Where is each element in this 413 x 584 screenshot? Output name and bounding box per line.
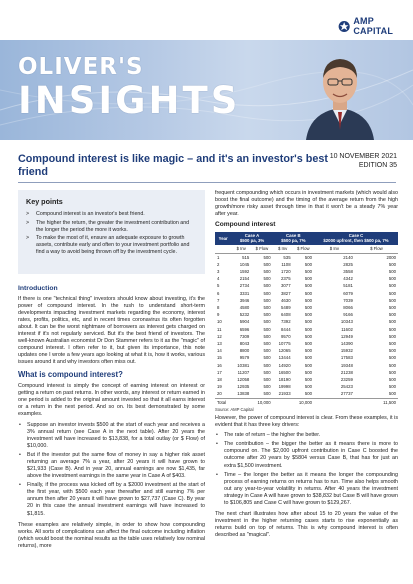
table-cell: 5904 bbox=[231, 318, 251, 325]
table-cell: 500 bbox=[293, 268, 314, 275]
table-subheader-row bbox=[215, 245, 398, 253]
table-cell: 500 bbox=[293, 340, 314, 347]
left-column bbox=[18, 282, 205, 554]
table-cell: 12065 bbox=[273, 347, 293, 354]
insights-banner bbox=[0, 40, 413, 140]
table-subheader-cell: $ Flow bbox=[355, 245, 398, 253]
table-cell: 500 bbox=[251, 268, 272, 275]
table-cell: 500 bbox=[355, 290, 398, 297]
table-cell: 8 bbox=[215, 304, 231, 311]
drivers-intro-paragraph: However, the power of compound interest is clear. From these examples, it is evident that it has three key drivers: bbox=[215, 415, 398, 429]
table-cell: 500 bbox=[293, 318, 314, 325]
table-cell: 6408 bbox=[273, 311, 293, 318]
table-cell: 500 bbox=[355, 333, 398, 340]
compound-interest-table bbox=[215, 232, 398, 406]
table-cell: 500 bbox=[355, 297, 398, 304]
table-cell: 500 bbox=[355, 318, 398, 325]
banner-title-line1: OLIVER'S bbox=[18, 54, 144, 80]
table-cell: 500 bbox=[251, 376, 272, 383]
table-cell: 20 bbox=[215, 390, 231, 398]
table-cell: 500 bbox=[355, 275, 398, 282]
table-cell: 500 bbox=[293, 261, 314, 268]
table-cell: 8444 bbox=[273, 326, 293, 333]
table-cell: 500 bbox=[293, 369, 314, 376]
table-header-cell: Case B $500 pa, 7% bbox=[273, 232, 314, 245]
list-item: • The contribution – the bigger the better as it means there is more to compound on. The $2,000 upfront contribution in Case C boosted the outcome after 20 years by $5804 versus Case B, that has for just an extra $1,500 investment. bbox=[215, 441, 398, 469]
table-cell: 5181 bbox=[314, 282, 355, 289]
table-cell: 18190 bbox=[273, 376, 293, 383]
table-cell: 515 bbox=[231, 253, 251, 261]
table-cell: 500 bbox=[293, 376, 314, 383]
table-cell: 500 bbox=[293, 354, 314, 361]
key-point-item bbox=[26, 220, 197, 234]
chevron-right-icon: > bbox=[26, 211, 30, 217]
table-cell: 15932 bbox=[314, 347, 355, 354]
table-cell: Total bbox=[215, 398, 231, 406]
table-cell bbox=[231, 398, 251, 406]
table-cell: 500 bbox=[293, 297, 314, 304]
table-cell: 8043 bbox=[231, 340, 251, 347]
chevron-right-icon: > bbox=[26, 235, 30, 242]
table-cell: 500 bbox=[251, 340, 272, 347]
table-cell: 12935 bbox=[231, 383, 251, 390]
table-cell: 4342 bbox=[314, 275, 355, 282]
table-cell: 500 bbox=[251, 253, 272, 261]
table-cell: 12 bbox=[215, 333, 231, 340]
table-cell: 500 bbox=[251, 261, 272, 268]
table-cell: 500 bbox=[251, 282, 272, 289]
table-cell: 500 bbox=[251, 369, 272, 376]
table-cell: 18 bbox=[215, 376, 231, 383]
list-item: • Suppose an investor invests $500 at the start of each year and receives a 3% annual return (see Case A in the next table). After 20 years the investment will have increased to $13,838, for a total outlay (or $ Flow) of $10,000. bbox=[18, 422, 205, 450]
table-cell: 500 bbox=[355, 369, 398, 376]
table-cell: 2734 bbox=[231, 282, 251, 289]
table-cell: 535 bbox=[273, 253, 293, 261]
table-row bbox=[215, 253, 398, 261]
banner-title bbox=[18, 54, 241, 122]
table-cell: 500 bbox=[293, 362, 314, 369]
table-cell: 4 bbox=[215, 275, 231, 282]
table-cell bbox=[314, 398, 355, 406]
key-point-text: To make the most of it, ensure an adequate exposure to growth assets, contribute early and often to your investment portfolio and find a way to avoid being thrown off by the investment cycle. bbox=[36, 235, 190, 255]
table-cell: 1592 bbox=[231, 268, 251, 275]
chart-intro-paragraph: The next chart illustrates how after about 15 to 20 years the value of the investment in the higher returning cases starts to rise exponentially as returns build on top of returns. This is why compound interest is often described as "magical". bbox=[215, 510, 398, 538]
table-cell: 500 bbox=[355, 304, 398, 311]
table-cell: 13 bbox=[215, 340, 231, 347]
table-cell: 15 bbox=[215, 354, 231, 361]
table-cell: 8066 bbox=[314, 304, 355, 311]
table-cell: 9579 bbox=[231, 354, 251, 361]
table-cell: 500 bbox=[355, 390, 398, 398]
table-cell: 11,500 bbox=[355, 398, 398, 406]
table-cell: 4580 bbox=[231, 304, 251, 311]
table-cell: 500 bbox=[355, 354, 398, 361]
table-row bbox=[215, 383, 398, 390]
table-subheader-cell: $ Flow bbox=[251, 245, 272, 253]
table-cell: 500 bbox=[251, 390, 272, 398]
table-cell: 12949 bbox=[314, 333, 355, 340]
table-cell: 500 bbox=[251, 333, 272, 340]
table-cell: 21238 bbox=[314, 369, 355, 376]
table-cell: 500 bbox=[251, 318, 272, 325]
table-cell: 500 bbox=[293, 275, 314, 282]
table-cell: 1108 bbox=[273, 261, 293, 268]
table-cell: 5 bbox=[215, 282, 231, 289]
table-cell: 500 bbox=[251, 275, 272, 282]
table-row bbox=[215, 340, 398, 347]
table-cell: 7309 bbox=[231, 333, 251, 340]
key-point-text: Compound interest is an investor's best friend. bbox=[36, 211, 145, 217]
table-subheader-cell: $ Inv bbox=[231, 245, 251, 253]
table-cell: 3331 bbox=[231, 290, 251, 297]
table-cell: 10775 bbox=[273, 340, 293, 347]
table-cell: 500 bbox=[293, 390, 314, 398]
table-cell: 27737 bbox=[314, 390, 355, 398]
amp-logo-icon bbox=[338, 20, 350, 33]
article-title: Compound interest is like magic – and it's an investor's best friend bbox=[18, 153, 328, 179]
table-subheader-cell: $ Inv bbox=[314, 245, 355, 253]
table-cell: 23259 bbox=[314, 376, 355, 383]
key-points-heading: Key points bbox=[26, 197, 63, 206]
table-row bbox=[215, 362, 398, 369]
table-cell: 21933 bbox=[273, 390, 293, 398]
table-cell: 500 bbox=[355, 311, 398, 318]
table-cell: 500 bbox=[355, 383, 398, 390]
table-header-cell: Case C $2000 upfront, then $500 pa, 7% bbox=[314, 232, 398, 245]
list-item: • Finally, if the process was kicked off by a $2000 investment at the start of the first year, with $500 each year thereafter and still earning 7% per annum then after 20 years it will have grown to $27,737 (Case C). By year 20 in this case the annual investment earnings will have increased to $1,815. bbox=[18, 482, 205, 517]
table-cell: 17583 bbox=[314, 354, 355, 361]
table-total-row bbox=[215, 398, 398, 406]
table-cell: 25423 bbox=[314, 383, 355, 390]
table-cell: 2000 bbox=[355, 253, 398, 261]
table-cell: 500 bbox=[355, 347, 398, 354]
table-cell: 5232 bbox=[231, 311, 251, 318]
table-cell: 1045 bbox=[231, 261, 251, 268]
table-cell: 5489 bbox=[273, 304, 293, 311]
table-cell: 500 bbox=[355, 282, 398, 289]
table-cell: 19998 bbox=[273, 383, 293, 390]
table-row bbox=[215, 390, 398, 398]
table-cell: 14 bbox=[215, 347, 231, 354]
article-date: 10 NOVEMBER 2021 bbox=[329, 153, 397, 160]
what-is-heading: What is compound interest? bbox=[18, 370, 123, 380]
table-cell: 9 bbox=[215, 311, 231, 318]
table-row bbox=[215, 354, 398, 361]
table-cell: 500 bbox=[251, 362, 272, 369]
table-cell: 19348 bbox=[314, 362, 355, 369]
article-edition: EDITION 35 bbox=[358, 162, 397, 170]
table-cell: 500 bbox=[293, 253, 314, 261]
table-body bbox=[215, 253, 398, 398]
table-cell: 10381 bbox=[231, 362, 251, 369]
amp-capital-logo bbox=[338, 16, 413, 36]
table-cell: 10343 bbox=[314, 318, 355, 325]
list-item: • But if the investor put the same flow of money in say a higher risk asset returning an average 7% a year, after 20 years it will have grown to $21,933 (Case B). And in year 20, annual earnings are now $1,435, far above the investment earnings in the same year in Case A of $403. bbox=[18, 452, 205, 480]
table-cell: 500 bbox=[293, 311, 314, 318]
title-divider bbox=[18, 182, 396, 183]
table-cell: 6596 bbox=[231, 326, 251, 333]
table-cell: 7392 bbox=[273, 318, 293, 325]
table-cell bbox=[273, 398, 293, 406]
table-cell: 500 bbox=[355, 326, 398, 333]
examples-note-paragraph: These examples are relatively simple, in order to show how compounding works. All sorts of complications can affect the final outcome including inflation (which would boost the nominal results as the table uses relatively low nominal returns), more bbox=[18, 521, 205, 549]
key-point-item bbox=[26, 211, 197, 218]
right-column bbox=[215, 190, 398, 542]
table-header-cell: Case A $500 pa, 3% bbox=[231, 232, 272, 245]
table-row bbox=[215, 318, 398, 325]
table-cell: 1 bbox=[215, 253, 231, 261]
banner-title-line2: INSIGHTS bbox=[18, 79, 241, 122]
table-cell: 3558 bbox=[314, 268, 355, 275]
table-cell: 16 bbox=[215, 362, 231, 369]
table-row bbox=[215, 347, 398, 354]
key-point-item bbox=[26, 235, 197, 255]
table-cell: 500 bbox=[293, 333, 314, 340]
table-subheader-cell: $ Inv bbox=[273, 245, 293, 253]
table-cell: 500 bbox=[293, 383, 314, 390]
table-cell: 9570 bbox=[273, 333, 293, 340]
drivers-list bbox=[215, 432, 398, 506]
table-cell: 19 bbox=[215, 383, 231, 390]
table-row bbox=[215, 376, 398, 383]
table-cell: 500 bbox=[293, 304, 314, 311]
table-header-row bbox=[215, 232, 398, 245]
table-row bbox=[215, 268, 398, 275]
intro-heading: Introduction bbox=[18, 285, 58, 292]
table-cell: 2154 bbox=[231, 275, 251, 282]
table-subheader-cell bbox=[215, 245, 231, 253]
table-cell: 11207 bbox=[231, 369, 251, 376]
table-row bbox=[215, 311, 398, 318]
table-cell: 500 bbox=[355, 261, 398, 268]
table-cell: 11602 bbox=[314, 326, 355, 333]
table-row bbox=[215, 326, 398, 333]
examples-list bbox=[18, 422, 205, 518]
key-points-box bbox=[18, 190, 205, 274]
table-cell: 10 bbox=[215, 318, 231, 325]
logo-text: AMP CAPITAL bbox=[353, 16, 394, 36]
table-cell: 16500 bbox=[273, 369, 293, 376]
table-title: Compound interest bbox=[215, 221, 276, 229]
table-cell: 3827 bbox=[273, 290, 293, 297]
what-is-paragraph: Compound interest is simply the concept of earning interest on interest or getting a return on past returns. In other words, any interest or return earned in one period is added to the original amount invested so that it all earns interest or a return in the next period. And so on. Its best demonstrated by some examples. bbox=[18, 382, 205, 417]
table-row bbox=[215, 304, 398, 311]
table-row bbox=[215, 290, 398, 297]
table-cell: 500 bbox=[251, 383, 272, 390]
table-cell: 13838 bbox=[231, 390, 251, 398]
table-cell: 500 bbox=[251, 297, 272, 304]
table-cell: 500 bbox=[293, 347, 314, 354]
table-cell: 9166 bbox=[314, 311, 355, 318]
intro-paragraph: If there is one "technical thing" investors should know about investing, it's the power of compound interest. In the rush to understand short-term developments impacting investment markets regarding the economy, interest rates, profits, politics, etc, and in recent times coronavirus its often forgotten about. It can be the worst nightmare of borrowers as interest gets charged on interest if it's not regularly serviced. But it's the best friend of investors. The well-known Australian economist Dr Don Stammer refers to it as the "magic" of compound interest. I often refer to it, but given its importance, this note updates one I wrote a few years ago looking at what it is, how it works, various issues around it and why investors often miss out. bbox=[18, 295, 205, 366]
table-cell: 14920 bbox=[273, 362, 293, 369]
list-item: • The rate of return – the higher the better. bbox=[215, 432, 398, 439]
table-cell: 500 bbox=[293, 326, 314, 333]
table-cell: 7 bbox=[215, 297, 231, 304]
table-row bbox=[215, 282, 398, 289]
table-cell: 500 bbox=[355, 376, 398, 383]
table-cell: 500 bbox=[251, 304, 272, 311]
table-source: Source: AMP Capital bbox=[215, 406, 254, 412]
table-cell: 2375 bbox=[273, 275, 293, 282]
table-cell: 10,000 bbox=[251, 398, 272, 406]
table-cell: 6 bbox=[215, 290, 231, 297]
table-cell: 14390 bbox=[314, 340, 355, 347]
table-cell: 8800 bbox=[231, 347, 251, 354]
table-cell: 2825 bbox=[314, 261, 355, 268]
table-cell: 3946 bbox=[231, 297, 251, 304]
table-cell: 13444 bbox=[273, 354, 293, 361]
table-cell: 1720 bbox=[273, 268, 293, 275]
table-cell: 17 bbox=[215, 369, 231, 376]
table-cell: 10,000 bbox=[293, 398, 314, 406]
table-row bbox=[215, 333, 398, 340]
table-row bbox=[215, 297, 398, 304]
table-cell: 500 bbox=[355, 268, 398, 275]
table-cell: 6079 bbox=[314, 290, 355, 297]
table-cell: 3077 bbox=[273, 282, 293, 289]
page-header bbox=[0, 0, 413, 140]
table-row bbox=[215, 261, 398, 268]
chevron-right-icon: > bbox=[26, 219, 30, 226]
right-intro-paragraph: frequent compounding which occurs in investment markets (which would also boost the final outcome) and the timing of the average return from the high growth/more risky asset through time in that it won't be a steady 7% year after year. bbox=[215, 190, 398, 218]
table-cell: 500 bbox=[251, 354, 272, 361]
table-cell: 500 bbox=[355, 340, 398, 347]
table-cell: 11 bbox=[215, 326, 231, 333]
table-subheader-cell: $ Flow bbox=[293, 245, 314, 253]
table-cell: 7039 bbox=[314, 297, 355, 304]
table-cell: 500 bbox=[251, 326, 272, 333]
table-row bbox=[215, 369, 398, 376]
table-cell: 500 bbox=[251, 290, 272, 297]
table-cell: 500 bbox=[355, 362, 398, 369]
list-item: • Time – the longer the better as it means the longer the compounding process of earning returns on returns has to run. Time also helps smooth out any year-to-year volatility in returns. After 40 years the investment strategy in Case A will have grown to $38,832 but Case B will have grown to $106,805 and Case C will have grown to $129,267. bbox=[215, 472, 398, 507]
table-cell: 2140 bbox=[314, 253, 355, 261]
table-cell: 500 bbox=[251, 347, 272, 354]
article-date-block bbox=[330, 152, 397, 171]
table-cell: 4630 bbox=[273, 297, 293, 304]
author-portrait bbox=[300, 46, 380, 140]
table-header-cell: Year bbox=[215, 232, 231, 245]
table-cell: 3 bbox=[215, 268, 231, 275]
table-cell: 500 bbox=[293, 282, 314, 289]
table-cell: 500 bbox=[251, 311, 272, 318]
table-cell: 500 bbox=[293, 290, 314, 297]
table-cell: 2 bbox=[215, 261, 231, 268]
key-point-text: The higher the return, the greater the investment contribution and the longer the period the more it works. bbox=[36, 219, 190, 233]
table-row bbox=[215, 275, 398, 282]
table-cell: 12058 bbox=[231, 376, 251, 383]
